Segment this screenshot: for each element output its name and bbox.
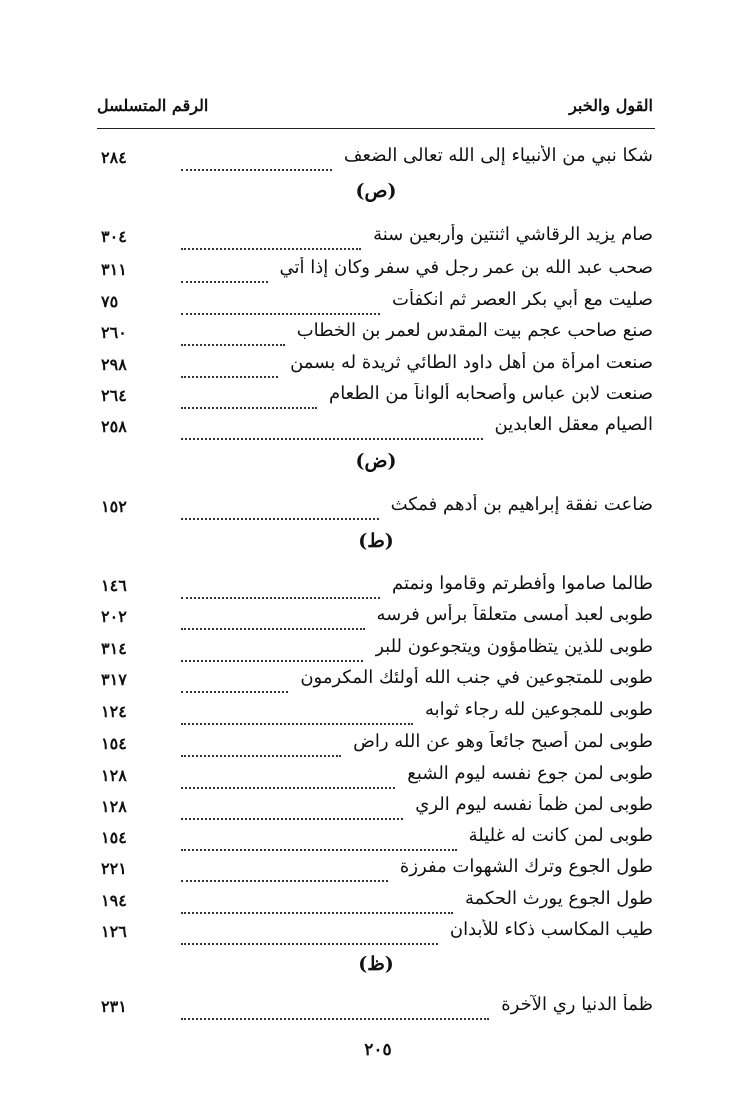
entry-text: شكا نبي من الأنبياء إلى الله تعالى الضعف <box>343 145 653 166</box>
header-title-statement: القول والخبر <box>569 96 653 115</box>
section-heading: (ط) <box>358 530 394 552</box>
entry-text: طوبى لعبد أمسى متعلقاً برأس فرسه <box>376 604 653 625</box>
entry-text: ضاعت نفقة إبراهيم بن أدهم فمكث <box>390 494 653 515</box>
index-entry <box>97 854 655 886</box>
entry-number: ١٥٢ <box>101 497 127 516</box>
index-entry <box>97 492 655 524</box>
entry-number: ١٢٤ <box>101 702 127 721</box>
dot-leader <box>181 923 438 945</box>
entry-number: ١٥٤ <box>101 734 127 753</box>
dot-leader <box>181 735 341 757</box>
entry-number: ٣٠٤ <box>101 227 127 246</box>
entry-text: طوبى للمتجوعين في جنب الله أولئك المكرمون <box>300 667 653 688</box>
entry-number: ١٢٨ <box>101 766 127 785</box>
entry-text: طوبى لمن كانت له غليلة <box>468 825 653 846</box>
dot-leader <box>181 860 388 882</box>
dot-leader <box>181 387 317 409</box>
index-entry <box>97 571 655 603</box>
entry-text: صنع صاحب عجم بيت المقدس لعمر بن الخطاب <box>296 320 653 341</box>
index-entry <box>97 729 655 761</box>
index-entry <box>97 665 655 697</box>
entry-number: ٢٥٨ <box>101 417 127 436</box>
entry-text: طوبى لمن ظمأ نفسه ليوم الري <box>415 794 653 815</box>
dot-leader <box>181 767 395 789</box>
entry-number: ١٢٨ <box>101 797 127 816</box>
index-entry <box>97 412 655 444</box>
page-header <box>97 92 655 129</box>
index-entry <box>97 792 655 824</box>
section-heading: (ض) <box>355 450 397 472</box>
dot-leader <box>181 261 268 283</box>
entry-text: صنعت امرأة من أهل داود الطائي ثريدة له بسمن <box>290 352 653 373</box>
entry-number: ٢٠٢ <box>101 607 127 626</box>
entry-text: ظمأ الدنيا ري الآخرة <box>501 994 653 1015</box>
index-entry <box>97 992 655 1024</box>
header-title-serial: الرقم المتسلسل <box>97 96 209 115</box>
dot-leader <box>181 671 288 693</box>
index-entry <box>97 143 655 175</box>
dot-leader <box>181 149 332 171</box>
entry-number: ٢٦٠ <box>101 323 127 342</box>
entry-number: ٢٨٤ <box>101 148 127 167</box>
index-entry <box>97 222 655 254</box>
entry-text: صام يزيد الرقاشي اثنتين وأربعين سنة <box>373 224 653 245</box>
dot-leader <box>181 640 363 662</box>
dot-leader <box>181 293 380 315</box>
entry-number: ٣١٤ <box>101 639 127 658</box>
entry-number: ٢٣١ <box>101 997 127 1016</box>
entry-number: ١٩٤ <box>101 891 127 910</box>
entry-text: الصيام معقل العابدين <box>494 414 653 435</box>
entry-number: ٧٥ <box>101 292 119 311</box>
index-entry <box>97 917 655 949</box>
index-entry <box>97 350 655 382</box>
dot-leader <box>181 228 361 250</box>
page-number: ٢٠٥ <box>364 1040 392 1060</box>
entry-number: ٢٢١ <box>101 859 127 878</box>
entry-text: طول الجوع وترك الشهوات مفرزة <box>399 856 653 877</box>
index-entry <box>97 886 655 918</box>
index-entry <box>97 697 655 729</box>
entry-number: ١٥٤ <box>101 828 127 847</box>
entry-number: ١٢٦ <box>101 922 127 941</box>
entry-text: طالما صاموا وأفطرتم وقاموا ونمتم <box>391 573 653 594</box>
index-entry <box>97 761 655 793</box>
entry-text: طوبى لمن جوع نفسه ليوم الشبع <box>407 763 653 784</box>
section-heading: (ص) <box>355 180 397 202</box>
dot-leader <box>181 608 365 630</box>
index-entry <box>97 634 655 666</box>
index-entry <box>97 381 655 413</box>
index-entry <box>97 602 655 634</box>
dot-leader <box>181 703 413 725</box>
dot-leader <box>181 998 489 1020</box>
dot-leader <box>181 829 457 851</box>
entry-text: طول الجوع يورث الحكمة <box>464 888 653 909</box>
dot-leader <box>181 798 403 820</box>
entry-text: طوبى لمن أصبح جائعاً وهو عن الله راض <box>353 731 653 752</box>
entry-number: ٣١٧ <box>101 670 127 689</box>
index-entry <box>97 823 655 855</box>
entry-text: صنعت لابن عباس وأصحابه ألواناً من الطعام <box>329 383 653 404</box>
entry-number: ١٤٦ <box>101 576 127 595</box>
dot-leader <box>181 324 285 346</box>
dot-leader <box>181 418 483 440</box>
dot-leader <box>181 577 380 599</box>
index-entry <box>97 318 655 350</box>
dot-leader <box>181 356 278 378</box>
entry-text: صحب عبد الله بن عمر رجل في سفر وكان إذا أتي <box>279 257 653 278</box>
dot-leader <box>181 892 453 914</box>
entry-number: ٢٩٨ <box>101 355 127 374</box>
dot-leader <box>181 498 379 520</box>
entry-number: ٢٦٤ <box>101 386 127 405</box>
index-entry <box>97 255 655 287</box>
entry-number: ٣١١ <box>101 260 127 279</box>
index-entry <box>97 287 655 319</box>
entry-text: طوبى للذين يتظامؤون ويتجوعون للبر <box>375 636 653 657</box>
section-heading: (ظ) <box>358 953 394 975</box>
entry-text: صليت مع أبي بكر العصر ثم انكفأت <box>392 289 653 310</box>
entry-text: طوبى للمجوعين لله رجاء ثوابه <box>425 699 653 720</box>
entry-text: طيب المكاسب ذكاء للأبدان <box>449 919 653 940</box>
